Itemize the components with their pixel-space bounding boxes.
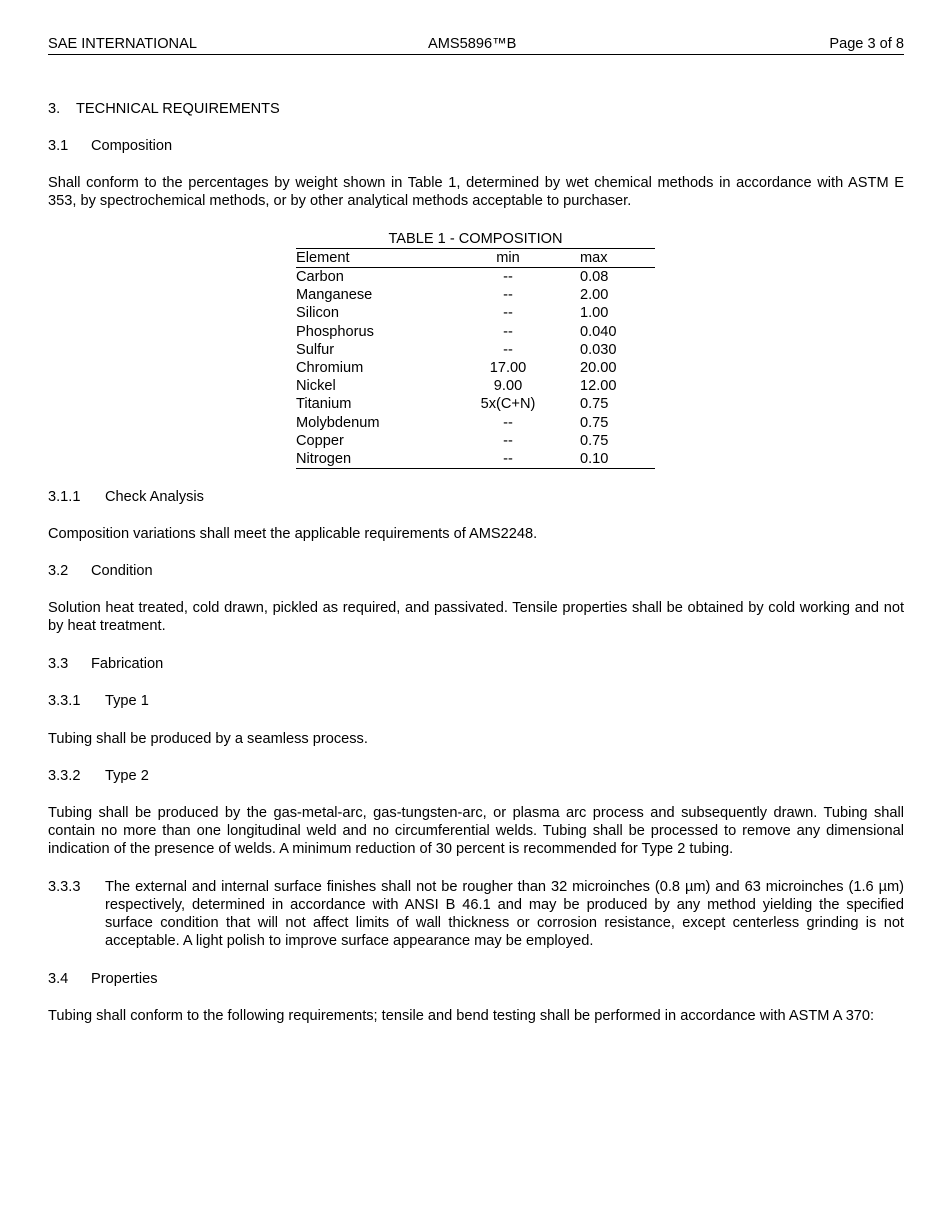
section-title: Check Analysis [105, 489, 204, 505]
document-page [48, 36, 904, 1024]
cell-max: 2.00 [580, 287, 609, 304]
section-title: Properties [91, 971, 158, 987]
header-element: Element [296, 250, 350, 266]
cell-element: Silicon [296, 305, 339, 322]
section-3-3-heading [48, 655, 163, 673]
section-3-1-text: Shall conform to the percentages by weight shown in Table 1, determined by wet chemical methods in accordance with ASTM E 353, by spectrochemical methods, or by other analytical methods acceptable to purchaser. [48, 175, 904, 209]
table-row [296, 341, 655, 359]
section-3-heading [48, 100, 280, 118]
section-3-3-3-text: The external and internal surface finishes shall not be rougher than 32 microinches (0.8 µm) and 63 microinches (1.6 µm) respectively, determined in accordance with ANSI B 46.1 and may be produced by any method yielding the specified surface condition that will not affect limits of wall thickness or corrosion resistance, except centerless grinding is not acceptable. A light polish to improve surface appearance may be employed. [105, 879, 904, 949]
section-3-3-1-text: Tubing shall be produced by a seamless process. [48, 731, 368, 747]
cell-max: 0.08 [580, 269, 609, 285]
table-body [296, 268, 655, 469]
cell-min: 9.00 [493, 378, 523, 395]
section-number: 3.3.2 [48, 768, 81, 784]
section-3-3-3 [48, 878, 904, 950]
table-row [296, 432, 655, 450]
cell-element: Chromium [296, 359, 364, 376]
cell-min: -- [503, 341, 513, 358]
cell-min: -- [503, 432, 513, 449]
cell-max: 12.00 [580, 378, 617, 395]
cell-min: -- [503, 450, 513, 467]
section-title: Condition [91, 563, 153, 579]
section-number: 3.3 [48, 656, 69, 672]
section-3-2-heading [48, 562, 153, 580]
cell-element: Molybdenum [296, 414, 380, 431]
cell-min: 17.00 [489, 359, 527, 376]
section-3-3-2-text: Tubing shall be produced by the gas-metal-arc, gas-tungsten-arc, or plasma arc process and subsequently drawn. Tubing shall contain no more than one longitudinal weld and no circumferential welds. Tubing shall be processed to remove any dimensional indication of the presence of welds. A minimum reduction of 30 percent is recommended for Type 2 tubing. [48, 805, 904, 857]
cell-max: 0.75 [580, 414, 609, 431]
composition-table [296, 230, 655, 469]
section-number: 3.1.1 [48, 489, 81, 505]
table-row [296, 377, 655, 395]
section-title: Composition [91, 138, 173, 154]
section-3-4-text: Tubing shall conform to the following requirements; tensile and bend testing shall be performed in accordance with ASTM A 370: [48, 1008, 875, 1024]
table-row [296, 359, 655, 377]
section-title: Type 2 [105, 768, 149, 784]
cell-element: Phosphorus [296, 323, 374, 340]
section-number: 3.3.1 [48, 693, 81, 709]
section-number: 3.1 [48, 138, 69, 154]
cell-min: -- [503, 287, 513, 304]
cell-element: Copper [296, 432, 344, 449]
section-3-3-1-heading [48, 692, 149, 710]
section-3-1-1-text: Composition variations shall meet the applicable requirements of AMS2248. [48, 526, 538, 542]
section-number: 3. [48, 101, 61, 117]
cell-element: Nickel [296, 378, 336, 395]
section-title: Type 1 [105, 693, 149, 709]
section-3-2-text: Solution heat treated, cold drawn, pickled as required, and passivated. Tensile properties shall be obtained by cold working and not by heat treatment. [48, 600, 904, 634]
cell-element: Carbon [296, 269, 344, 285]
cell-max: 0.75 [580, 396, 609, 413]
page-header [48, 36, 904, 55]
cell-element: Sulfur [296, 341, 335, 358]
table-row [296, 395, 655, 413]
table-row [296, 286, 655, 304]
cell-min: -- [503, 269, 513, 285]
section-3-1-heading [48, 137, 172, 155]
cell-element: Nitrogen [296, 450, 352, 467]
cell-min: -- [503, 414, 513, 431]
cell-max: 0.040 [580, 323, 617, 340]
cell-min: 5x(C+N) [480, 396, 536, 413]
section-title: TECHNICAL REQUIREMENTS [76, 101, 280, 117]
cell-max: 20.00 [580, 359, 617, 376]
table-caption: TABLE 1 - COMPOSITION [296, 230, 655, 249]
header-org: SAE INTERNATIONAL [48, 36, 197, 52]
section-3-4-heading [48, 970, 158, 988]
section-number: 3.2 [48, 563, 69, 579]
section-number: 3.4 [48, 971, 69, 987]
header-max: max [580, 250, 608, 266]
header-doc-id: AMS5896™B [428, 36, 517, 52]
table-row [296, 450, 655, 469]
table-row [296, 268, 655, 286]
cell-max: 0.10 [580, 450, 609, 467]
cell-max: 0.75 [580, 432, 609, 449]
cell-min: -- [503, 323, 513, 340]
cell-min: -- [503, 305, 513, 322]
section-number: 3.3.3 [48, 879, 81, 895]
cell-element: Manganese [296, 287, 373, 304]
cell-element: Titanium [296, 396, 352, 413]
cell-max: 1.00 [580, 305, 609, 322]
header-page-number: Page 3 of 8 [829, 36, 904, 52]
section-3-3-2-heading [48, 767, 149, 785]
table-row [296, 323, 655, 341]
table-header-row [296, 249, 655, 268]
section-title: Fabrication [91, 656, 164, 672]
section-3-1-1-heading [48, 488, 204, 506]
cell-max: 0.030 [580, 341, 617, 358]
header-min: min [496, 250, 520, 266]
table-row [296, 414, 655, 432]
table-row [296, 304, 655, 322]
